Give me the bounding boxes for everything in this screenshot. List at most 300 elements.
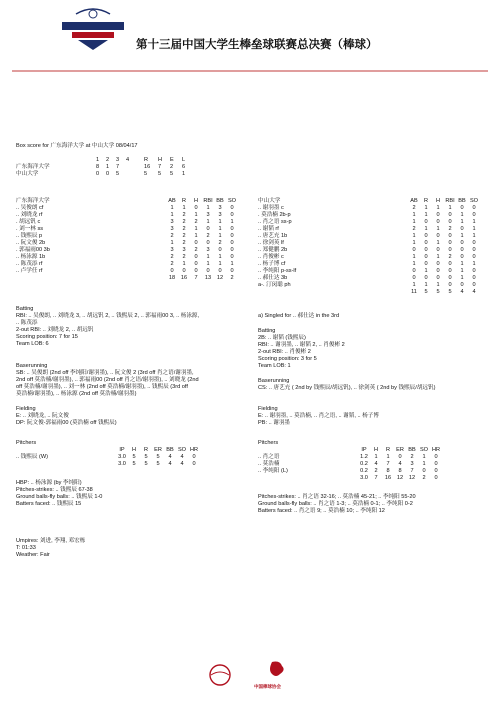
table-row — [16, 205, 238, 212]
home-batting-label: Batting — [258, 328, 276, 334]
stat-cell: 0 — [424, 275, 428, 281]
stat-cell: 0 — [192, 454, 196, 460]
stat-cell: 0 — [448, 212, 452, 218]
stat-cell: 3 — [218, 212, 222, 218]
stat-cell: 0 — [436, 233, 440, 239]
column-header: R — [423, 198, 429, 204]
stat-cell: 0 — [460, 240, 464, 246]
home-fielding-label: Fielding — [258, 406, 278, 412]
table-row — [258, 240, 480, 247]
linescore-header: 1 — [96, 157, 100, 163]
table-row — [258, 205, 480, 212]
total-cell: 7 — [374, 475, 378, 481]
away-batting-label: Batting — [16, 306, 34, 312]
stat-cell: 5 — [132, 454, 136, 460]
table-row — [16, 254, 238, 261]
stat-cell: 2 — [182, 212, 186, 218]
table-row — [16, 247, 238, 254]
text-line: Pitches-strikes: .. 钱熙辰 67-38 — [16, 487, 93, 493]
stat-cell: 0 — [472, 240, 476, 246]
linescore-header: 2 — [106, 157, 110, 163]
text-line: 2-out RBI: .. 肖俊彬 2 — [258, 349, 311, 355]
text-line: 2nd off 莫浩楠/谢羽墨), .. 郭福雨00 (2nd off 肖之语/谢羽墨), .. 刘晓龙 (2nd — [16, 377, 199, 383]
table-header-row — [16, 447, 200, 454]
stat-cell: 1 — [436, 205, 440, 211]
column-header: BB — [408, 447, 416, 453]
text-line: Scoring position: 3 for 5 — [258, 356, 317, 362]
table-row — [16, 226, 238, 233]
stat-cell: 0 — [230, 233, 234, 239]
stat-cell: 0 — [436, 261, 440, 267]
text-line: CS: .. 唐艺充 ( 2nd by 钱熙辰/胡远钒), .. 徐剑英 ( 2nd by 钱熙辰/胡远钒) — [258, 385, 436, 391]
stat-cell: 0 — [194, 240, 198, 246]
text-line: Team LOB: 1 — [258, 363, 291, 369]
stat-cell: 3 — [170, 247, 174, 253]
linescore-header: R — [144, 157, 149, 163]
stat-cell: 0 — [194, 254, 198, 260]
column-header: BB — [166, 447, 174, 453]
stat-cell: 2 — [194, 219, 198, 225]
stat-cell: 1 — [472, 233, 476, 239]
stat-cell: 3 — [182, 247, 186, 253]
stat-cell: 0 — [206, 268, 210, 274]
stat-cell: 0 — [460, 205, 464, 211]
stat-cell: 1 — [218, 219, 222, 225]
linescore-header: E — [170, 157, 174, 163]
header-rule — [12, 68, 488, 74]
column-header: SO — [227, 198, 237, 204]
column-header: H — [373, 447, 379, 453]
stat-cell: 1 — [436, 240, 440, 246]
column-header: AB — [410, 198, 418, 204]
box-score-title: Box score for 广东海洋大学 at 中山大学 08/04/17 — [16, 143, 138, 149]
stat-cell: 2 — [170, 261, 174, 267]
stat-cell: 1 — [412, 212, 416, 218]
player-name: . 郭福雨00 3b — [16, 247, 50, 253]
total-cell: 0 — [192, 461, 196, 467]
stat-cell: 2 — [194, 247, 198, 253]
away-baserunning-label: Baserunning — [16, 363, 48, 369]
stat-cell: 0 — [448, 247, 452, 253]
cba-logo — [266, 660, 288, 685]
stat-cell: 0.2 — [360, 468, 368, 474]
away-fielding-label: Fielding — [16, 406, 36, 412]
stat-cell: 1 — [460, 268, 464, 274]
stat-cell: 1 — [424, 226, 428, 232]
table-header-row — [258, 198, 480, 205]
stat-cell: 1 — [170, 205, 174, 211]
total-cell: 0 — [434, 475, 438, 481]
player-name: .. 吴俊朗 cf — [16, 205, 44, 211]
column-header: SO — [469, 198, 479, 204]
player-name: . 胡远钒 c — [16, 219, 41, 225]
stat-cell: 0 — [436, 212, 440, 218]
linescore-header-row — [16, 157, 194, 164]
totals-row — [258, 475, 442, 482]
table-row — [258, 461, 442, 468]
stat-cell: 7 — [410, 468, 414, 474]
total-cell: 5 — [436, 289, 440, 295]
table-row — [258, 233, 480, 240]
player-name: .. 刘晓龙 rf — [16, 212, 43, 218]
text-line: Batters faced: .. 肖之语 9; .. 莫浩楠 10; .. 李纯阳 12 — [258, 508, 385, 514]
table-header-row — [258, 447, 442, 454]
totals-row — [16, 461, 200, 468]
player-name: .. 唐艺充 1b — [258, 233, 288, 239]
table-row — [258, 268, 480, 275]
stat-cell: 0 — [436, 268, 440, 274]
column-header: BB — [216, 198, 224, 204]
table-row — [16, 219, 238, 226]
away-pitchers-label: Pitchers — [16, 440, 37, 446]
game-info — [16, 538, 85, 559]
text-line: 莫浩楠/谢羽墨), .. 杨泳源 (2nd off 莫浩楠/谢羽墨) — [16, 391, 137, 397]
stat-cell: 2 — [412, 226, 416, 232]
stat-cell: 2 — [182, 219, 186, 225]
stat-cell: 0 — [460, 282, 464, 288]
total-cell: 16 — [180, 275, 188, 281]
stat-cell: 8 — [386, 468, 390, 474]
stat-cell: 1 — [436, 282, 440, 288]
stat-cell: 4 — [168, 454, 172, 460]
away-fielding-notes — [16, 413, 117, 427]
column-header: R — [143, 447, 149, 453]
stat-cell: 0 — [472, 268, 476, 274]
stat-cell: 1 — [422, 461, 426, 467]
text-line: Umpires: 刘进, 李翔, 邓宏栋 — [16, 538, 86, 544]
stat-cell: 1 — [230, 261, 234, 267]
table-row — [258, 219, 480, 226]
table-row — [258, 275, 480, 282]
pitcher-name: .. 肖之语 — [258, 454, 280, 460]
stat-cell: 1 — [412, 254, 416, 260]
stat-cell: 0 — [170, 268, 174, 274]
player-name: .. 谢羽墨 c — [258, 205, 284, 211]
stat-cell: 1 — [218, 233, 222, 239]
table-row — [16, 268, 238, 275]
linescore-header: 4 — [126, 157, 130, 163]
player-name: .. 肖俊彬 c — [258, 254, 284, 260]
stat-cell: 0 — [434, 461, 438, 467]
away-pitching-notes — [16, 480, 102, 508]
stat-cell: 0 — [194, 268, 198, 274]
stat-cell: 1 — [412, 219, 416, 225]
column-header: IP — [119, 447, 125, 453]
stat-cell: 2 — [182, 240, 186, 246]
column-header: HR — [189, 447, 199, 453]
table-row — [258, 261, 480, 268]
total-cell: 4 — [460, 289, 464, 295]
stat-cell: 0 — [436, 275, 440, 281]
stat-cell: 1 — [206, 205, 210, 211]
stat-cell: 1 — [460, 261, 464, 267]
stat-cell: 0 — [472, 212, 476, 218]
stat-cell: 1 — [472, 261, 476, 267]
stat-cell: 0 — [448, 240, 452, 246]
stat-cell: 1 — [194, 226, 198, 232]
stat-cell: 0.2 — [360, 461, 368, 467]
stat-cell: 0 — [434, 454, 438, 460]
stat-cell: 1 — [460, 275, 464, 281]
player-name: . 莫浩楠 2b-p — [258, 212, 291, 218]
stat-cell: 0 — [424, 261, 428, 267]
stat-cell: 0 — [472, 282, 476, 288]
stat-cell: 0 — [218, 268, 222, 274]
text-line: Pitches-strikes: .. 肖之语 32-16; .. 莫浩楠 45-21; .. 李纯阳 55-20 — [258, 494, 416, 500]
stat-cell: 0 — [230, 226, 234, 232]
team-label: 广东海洋大学 — [16, 198, 50, 204]
stat-cell: 1 — [218, 261, 222, 267]
stat-cell: 4 — [374, 461, 378, 467]
linescore-header: L — [182, 157, 186, 163]
away-batting-notes — [16, 313, 199, 348]
table-row — [16, 240, 238, 247]
player-name: a-. 汀闵聪 ph — [258, 282, 291, 288]
stat-cell: 1 — [412, 240, 416, 246]
column-header: R — [181, 198, 187, 204]
column-header: HR — [431, 447, 441, 453]
player-name: .. 李纯阳 p-ss-lf — [258, 268, 297, 274]
stat-cell: 2 — [448, 226, 452, 232]
stat-cell: 0 — [412, 268, 416, 274]
player-name: .. 杨子博 cf — [258, 261, 286, 267]
stat-cell: 0 — [472, 275, 476, 281]
stat-cell: 0 — [472, 254, 476, 260]
stat-cell: 0 — [460, 254, 464, 260]
total-cell: 11 — [411, 289, 417, 295]
text-line: Scoring position: 7 for 15 — [16, 334, 78, 340]
text-line: T: 01:33 — [16, 545, 36, 551]
stat-cell: 1 — [206, 261, 210, 267]
stat-cell: 0 — [412, 275, 416, 281]
total-cell: 4 — [472, 289, 476, 295]
stat-cell: 0 — [472, 205, 476, 211]
linescore — [16, 157, 194, 178]
stat-cell: 8 — [398, 468, 402, 474]
player-name: .. 阮文俊 2b — [16, 240, 46, 246]
stat-cell: 1 — [436, 254, 440, 260]
total-cell: 3.0 — [360, 475, 368, 481]
unibase-logo — [205, 664, 235, 691]
stat-cell: 0 — [436, 247, 440, 253]
stat-cell: 3 — [170, 226, 174, 232]
stat-cell: 3 — [410, 461, 414, 467]
pitcher-name: .. 钱熙辰 (W) — [16, 454, 49, 460]
text-line: E: .. 谢羽墨, .. 莫浩楠, .. 肖之语, .. 谢韬, .. 杨子博 — [258, 413, 379, 419]
stat-cell: 1 — [230, 219, 234, 225]
stat-cell: 1 — [206, 219, 210, 225]
text-line: 2B: .. 谢韬 (钱熙辰) — [258, 335, 306, 341]
column-header: SO — [419, 447, 429, 453]
stat-cell: 1 — [472, 219, 476, 225]
away-batting-table — [16, 198, 238, 282]
stat-cell: 1 — [206, 254, 210, 260]
text-line: E: .. 刘晓龙, .. 阮文俊 — [16, 413, 69, 419]
home-pitching-notes — [258, 494, 416, 515]
total-cell: 4 — [168, 461, 172, 467]
text-line: HBP: .. 杨泳源 (by 李纯阳) — [16, 480, 82, 486]
column-header: R — [385, 447, 391, 453]
total-cell: 2 — [422, 475, 426, 481]
text-line: RBI: .. 吴俊朗, .. 刘晓龙 3, .. 胡远钒 2, .. 钱熙辰 2, .. 郭福雨00 3, .. 杨泳源, — [16, 313, 200, 319]
player-name: .. 卢学任 rf — [16, 268, 43, 274]
stat-cell: 0 — [194, 261, 198, 267]
column-header: IP — [361, 447, 367, 453]
player-name: .. 郝仕达 3b — [258, 275, 288, 281]
stat-cell: 0 — [460, 226, 464, 232]
stat-cell: 0 — [424, 219, 428, 225]
stat-cell: 2 — [170, 233, 174, 239]
table-row — [258, 282, 480, 289]
home-fielding-notes — [258, 413, 379, 427]
total-cell: 12 — [408, 475, 416, 481]
away-baserunning-notes — [16, 370, 199, 398]
stat-cell: 0 — [412, 247, 416, 253]
stat-cell: 0 — [422, 468, 426, 474]
table-row — [258, 226, 480, 233]
table-row — [16, 212, 238, 219]
table-row — [258, 468, 442, 475]
text-line: PB: .. 谢羽墨 — [258, 420, 291, 426]
stat-cell: 1 — [424, 282, 428, 288]
stat-cell: 3.0 — [118, 454, 126, 460]
stat-cell: 1 — [412, 282, 416, 288]
table-row — [258, 254, 480, 261]
stat-cell: 1 — [218, 226, 222, 232]
column-header: AB — [168, 198, 176, 204]
player-name: .. 肖之语 ss-p — [258, 219, 292, 225]
home-baserunning-notes — [258, 385, 435, 392]
table-row — [258, 454, 442, 461]
stat-cell: 2 — [412, 205, 416, 211]
stat-cell: 0 — [448, 261, 452, 267]
stat-cell: 1 — [424, 268, 428, 274]
text-line: RBI: .. 谢羽墨, .. 谢韬 2, .. 肖俊彬 2 — [258, 342, 345, 348]
column-header: RBI — [445, 198, 455, 204]
total-cell: 13 — [204, 275, 212, 281]
total-cell: 5 — [448, 289, 452, 295]
stat-cell: 0 — [424, 240, 428, 246]
stat-cell: 1 — [424, 212, 428, 218]
table-header-row — [16, 198, 238, 205]
stat-cell: 0 — [230, 240, 234, 246]
stat-cell: 0 — [424, 233, 428, 239]
stat-cell: 7 — [386, 461, 390, 467]
text-line: 2-out RBI: .. 刘晓龙 2, .. 胡远钒 — [16, 327, 94, 333]
stat-cell: 1 — [436, 226, 440, 232]
totals-row — [258, 289, 480, 296]
stat-cell: 1 — [412, 233, 416, 239]
stat-cell: 0 — [448, 233, 452, 239]
stat-cell: 2 — [218, 240, 222, 246]
stat-cell: 0 — [206, 240, 210, 246]
player-name: .. 钱熙辰 p — [16, 233, 43, 239]
stat-cell: 0 — [230, 212, 234, 218]
text-line: .. 陈茂添 — [16, 320, 38, 326]
player-name: .. 陈茂添 rf — [16, 261, 43, 267]
stat-cell: 1 — [460, 233, 464, 239]
total-cell: 3.0 — [118, 461, 126, 467]
text-line: off 莫浩楠/谢羽墨), .. 刘一林 (2nd off 莫浩楠/谢羽墨), .. 钱熙辰 (3rd off — [16, 384, 188, 390]
total-cell: 18 — [168, 275, 176, 281]
stat-cell: 1 — [448, 205, 452, 211]
stat-cell: 0 — [460, 247, 464, 253]
player-name: .. 谢韬 rf — [258, 226, 279, 232]
player-name: . 刘一林 ss — [16, 226, 44, 232]
total-cell: 5 — [156, 461, 160, 467]
player-name: .. 郑健鹏 2b — [258, 247, 288, 253]
stat-cell: 1 — [182, 205, 186, 211]
event-logo — [58, 6, 128, 52]
stat-cell: 0 — [434, 468, 438, 474]
stat-cell: 0 — [398, 454, 402, 460]
stat-cell: 1 — [170, 212, 174, 218]
home-batting-table — [258, 198, 480, 296]
stat-cell: 0 — [230, 247, 234, 253]
stat-cell: 1 — [472, 226, 476, 232]
stat-cell: 3 — [206, 212, 210, 218]
stat-cell: 3 — [218, 205, 222, 211]
team-name: 广东海洋大学 — [16, 164, 50, 170]
column-header: H — [435, 198, 441, 204]
column-header: SO — [177, 447, 187, 453]
linescore-header: 3 — [116, 157, 120, 163]
away-pitching-table — [16, 447, 200, 468]
text-line: DP: 阮文俊-郭福雨00 (莫浩楠 off 钱熙辰) — [16, 420, 117, 426]
stat-cell: 5 — [156, 454, 160, 460]
stat-cell: 1 — [194, 233, 198, 239]
column-header: ER — [154, 447, 162, 453]
cba-logo-text: 中国棒球协会 — [254, 684, 281, 689]
stat-cell: 5 — [144, 454, 148, 460]
stat-cell: 0 — [448, 268, 452, 274]
stat-cell: 2 — [170, 254, 174, 260]
stat-cell: 1 — [412, 261, 416, 267]
table-row — [16, 233, 238, 240]
stat-cell: 1 — [194, 212, 198, 218]
stat-cell: 0 — [230, 205, 234, 211]
singled-note: a) Singled for .. 郝仕达 in the 3rd — [258, 313, 340, 319]
text-line: Ground balls-fly balls: .. 肖之语 1-3; .. 莫浩楠 0-1; .. 李纯阳 0-2 — [258, 501, 413, 507]
stat-cell: 2 — [182, 233, 186, 239]
table-row — [258, 212, 480, 219]
total-cell: 4 — [180, 461, 184, 467]
stat-cell: 0 — [182, 268, 186, 274]
stat-cell: 0 — [206, 226, 210, 232]
table-row — [258, 247, 480, 254]
stat-cell: 2 — [182, 254, 186, 260]
stat-cell: 1 — [386, 454, 390, 460]
stat-cell: 0 — [218, 247, 222, 253]
stat-cell: 1 — [170, 240, 174, 246]
stat-cell: 1 — [218, 254, 222, 260]
total-cell: 16 — [384, 475, 392, 481]
stat-cell: 1 — [182, 261, 186, 267]
table-row — [16, 261, 238, 268]
stat-cell: 3 — [206, 247, 210, 253]
stat-cell: 3 — [170, 219, 174, 225]
stat-cell: 2 — [410, 454, 414, 460]
stat-cell: 1 — [424, 205, 428, 211]
totals-row — [16, 275, 238, 282]
total-cell: 5 — [144, 461, 148, 467]
stat-cell: 0 — [230, 268, 234, 274]
home-pitching-table — [258, 447, 442, 482]
pitcher-name: .. 李纯阳 (L) — [258, 468, 288, 474]
stat-cell: 1.2 — [360, 454, 368, 460]
linescore-row: 中山大学 0 0 5 5 5 5 1 — [16, 171, 186, 177]
text-line: Team LOB: 6 — [16, 341, 49, 347]
